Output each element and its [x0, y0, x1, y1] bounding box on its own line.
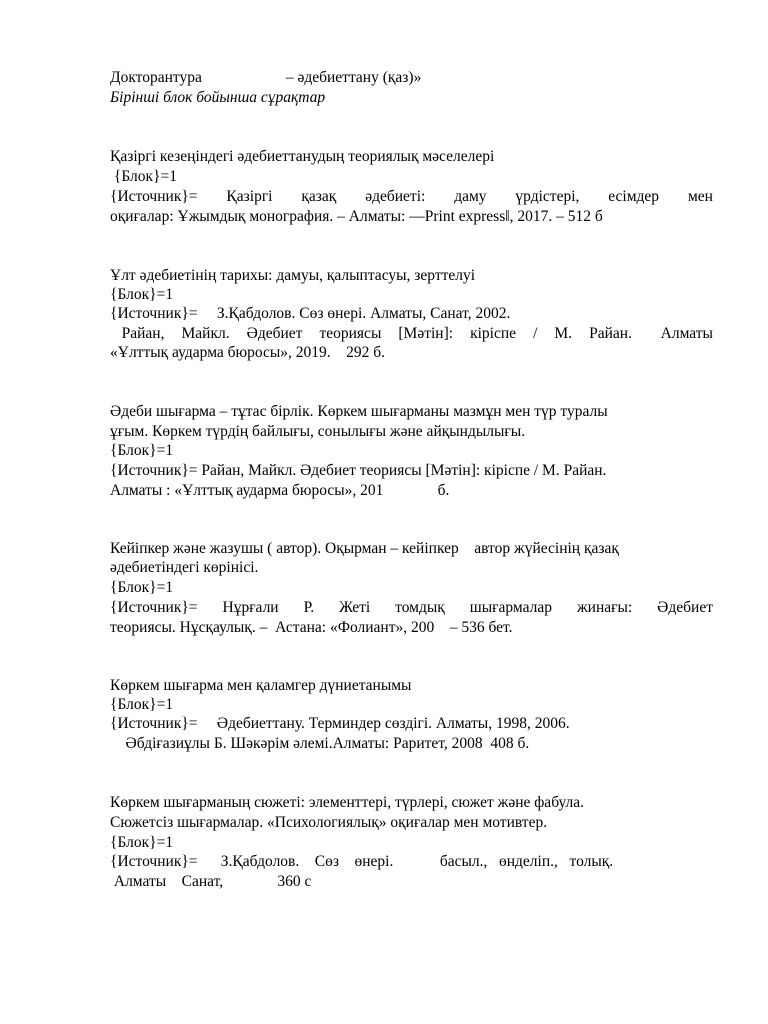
- question-2-source-line-3: «Ұлттық аударма бюросы», 2019. 292 б.: [110, 344, 386, 361]
- source-word: Әдебиет: [246, 325, 303, 342]
- question-2-source-line-1: {Источник}= З.Қабдолов. Сөз өнері. Алматы, Санат, 2002.: [110, 305, 511, 322]
- source-word: кіріспе: [470, 325, 517, 342]
- source-word: Нұрғали: [222, 599, 279, 616]
- question-4-source-line-2: теориясы. Нұсқаулық. – Астана: «Фолиант», 200 – 536 бет.: [110, 619, 513, 636]
- source-word: үрдістері,: [515, 188, 580, 205]
- question-6-source-line-1: {Источник}= З.Қабдолов. Сөз өнері. басыл., өнделіп., толық.: [110, 853, 614, 870]
- source-word: Алматы: [649, 325, 713, 342]
- question-1-title: Қазіргі кезеңіндегі әдебиеттанудың теориялық мәселелері: [110, 148, 495, 165]
- source-word: /: [533, 325, 538, 342]
- question-4-source-line-1: [110, 598, 713, 617]
- source-word: даму: [454, 188, 487, 205]
- question-2-source-line-2: [110, 324, 713, 343]
- source-word: шығармалар: [469, 599, 552, 616]
- section-subtitle: Бірінші блок бойынша сұрақтар: [110, 89, 326, 106]
- question-6-block: {Блок}=1: [110, 834, 174, 851]
- question-1-block: {Блок}=1: [110, 168, 177, 185]
- source-word: томдық: [395, 599, 445, 616]
- source-word: теориясы: [319, 325, 382, 342]
- source-word: қазақ: [301, 188, 337, 205]
- source-word: Р.: [303, 599, 315, 616]
- question-3-source-line-1: {Источник}= Райан, Майкл. Әдебиет теориясы [Мәтін]: кіріспе / М. Райан.: [110, 462, 607, 479]
- question-5-source-line-2: Әбдіғазиұлы Б. Шәкәрім әлемі.Алматы: Раритет, 2008 408 б.: [110, 735, 530, 752]
- question-5-source-line-1: {Источник}= Әдебиеттану. Терминдер сөздігі. Алматы, 1998, 2006.: [110, 715, 570, 732]
- question-4-title-line-1: Кейіпкер және жазушы ( автор). Оқырман – кейіпкер автор жүйесінің қазақ: [110, 540, 619, 557]
- program-label: Докторантура: [110, 69, 202, 86]
- question-3-title-line-2: ұғым. Көркем түрдің байлығы, сонылығы және айқындылығы.: [110, 423, 526, 440]
- question-3-source-line-2: Алматы : «Ұлттық аударма бюросы», 201 б.: [110, 482, 450, 499]
- source-word: [Мәтін]:: [398, 325, 454, 342]
- question-5-title: Көркем шығарма мен қаламгер дүниетанымы: [110, 677, 412, 694]
- source-word: Әдебиет: [657, 599, 713, 616]
- question-6-title-line-2: Сюжетсіз шығармалар. «Психологиялық» оқиғалар мен мотивтер.: [110, 814, 548, 831]
- source-word: М.: [554, 325, 573, 342]
- source-word: Райан.: [589, 325, 632, 342]
- source-word: {Источник}=: [110, 599, 198, 616]
- question-2-block: {Блок}=1: [110, 286, 174, 303]
- source-word: {Источник}=: [110, 188, 198, 205]
- source-word: мен: [687, 188, 713, 205]
- question-4-block: {Блок}=1: [110, 579, 174, 596]
- source-word: әдебиеті:: [365, 188, 426, 205]
- question-2-title: Ұлт әдебиетінің тарихы: дамуы, қалыптасуы, зерттелуі: [110, 267, 476, 284]
- question-6-title-line-1: Көркем шығарманың сюжеті: элементтері, түрлері, сюжет және фабула.: [110, 794, 585, 811]
- question-4-title-line-2: әдебиетіндегі көрінісі.: [110, 559, 259, 576]
- source-word: есімдер: [608, 188, 660, 205]
- question-3-title-line-1: Әдеби шығарма – тұтас бірлік. Көркем шығарманы мазмұн мен түр туралы: [110, 403, 608, 420]
- specialty-label: – әдебиеттану (қаз)»: [285, 69, 422, 86]
- source-word: жинағы:: [576, 599, 633, 616]
- source-word: Қазіргі: [226, 188, 273, 205]
- question-1-source-line-1: [110, 187, 713, 206]
- source-word: Майкл.: [181, 325, 230, 342]
- header-line: [110, 68, 421, 87]
- question-6-source-line-2: Алматы Санат, 360 с: [110, 873, 312, 890]
- source-word: Жеті: [339, 599, 371, 616]
- source-word: Райан,: [110, 325, 165, 342]
- question-5-block: {Блок}=1: [110, 696, 174, 713]
- question-3-block: {Блок}=1: [110, 442, 174, 459]
- question-1-source-line-2: оқиғалар: Ұжымдық монография. – Алматы: ―Print express‖, 2017. – 512 б: [110, 208, 603, 225]
